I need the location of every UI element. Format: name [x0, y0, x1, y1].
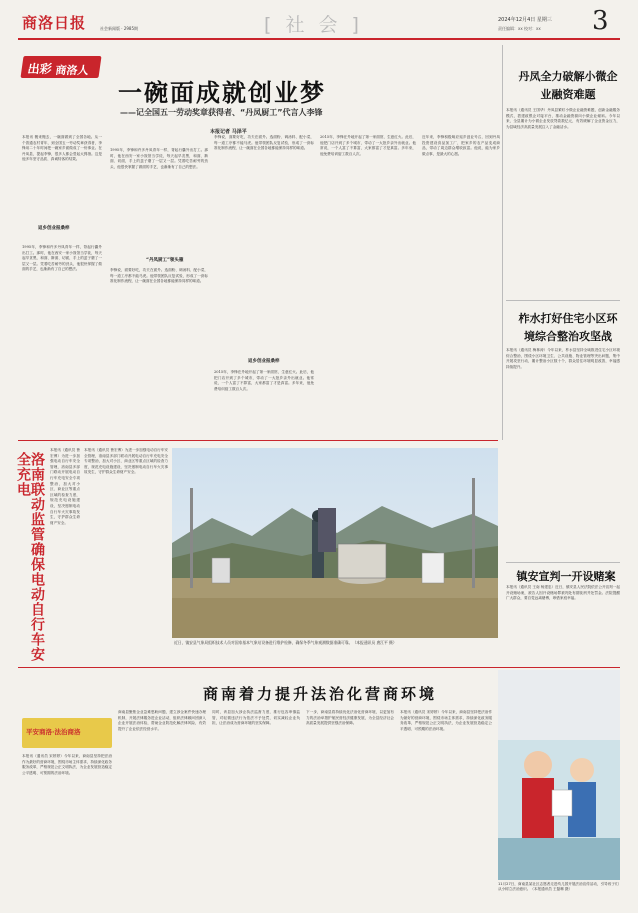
section-rule-bottom — [18, 667, 620, 668]
bottom-column-1: 本报讯（通讯员 宋婷婷）今年以来，商南县坚持把法治作为最好的营商环境，围绕市场主体需求，持续深化政务服务改革，严格规范公正文明执法，为企业发展营造稳定公平透明、可预期的法治环境。 — [22, 754, 112, 775]
lead-column-4: 2015年，李锋在外地开起了第一家面馆，生意红火。此后，他把门店开到了多个城市，带动了一大批乡亲外出就业。他常说，一个人富了不算富，大家都富了才是真富。多年来，他免费培训厨工数百人次。 — [320, 135, 416, 156]
right-story-2-headline: 柞水打好住宅小区环境综合整治攻坚战 — [518, 312, 618, 343]
column-divider — [502, 45, 503, 440]
bottom-column-3: 同时，该县加大涉企执法监督力度，推行包容审慎监管，对轻微违法行为依法不予处罚，切实减轻企业负担，让法治成为营商环境的坚实保障。 — [212, 710, 300, 726]
weather-station-photo — [172, 448, 498, 638]
weather-station-illustration — [172, 448, 498, 638]
right-divider-1 — [506, 300, 620, 301]
issue-date: 2024年12月4日 星期三 — [498, 17, 552, 23]
lead-headline: 一碗面成就创业梦 — [118, 79, 326, 107]
lead-column-3b: 2015年，李锋在外地开起了第一家面馆，生意红火。此后，他把门店开到了多个城市，带动了一大批乡亲外出就业。他常说，一个人富了不算富，大家都富了才是真富。多年来，他免费培训厨工数百人次。 — [214, 370, 314, 391]
photo-caption: 近日，镇安县气象局组织技术人员对国家基本气象站设备进行维护检修，确保冬季气象观测数据准确可靠。（本报通讯员 唐江平 摄） — [174, 640, 397, 645]
vertical-story-text-2: 本报讯（通讯员 鲁宏博）为进一步加强电动自行车安全管理，洛南县多部门联动开展电动自行车充电安全专项整治，加大对小区、商业区等重点区域的检查力度，规范充电设施建设，坚决遏制电动自行车火灾事故发生，守护群众生命财产安全。 — [84, 448, 168, 475]
masthead-logo: 商洛日报 — [22, 14, 87, 32]
lead-byline: 本报记者 马泽平 — [210, 129, 247, 135]
bottom-headline: 商南着力提升法治化营商环境 — [202, 685, 437, 703]
bottom-photo-caption: 11月27日，商南县某社区志愿者走进幼儿园开展法治宣传活动，引导孩子们从小树立法治意识。（本报通讯员 王磊琳 摄） — [498, 882, 619, 891]
lead-column-3: 李锋说，面要好吃，功夫在面外。选面粉、调汤料、配小菜，每一道工序都不能马虎。他带领团队反复试验，形成了一套标准化制作流程，让一碗面在全国各地都能保持同样的味道。 — [214, 135, 314, 151]
lead-column-2: 1995年，李锋和许多丹凤青年一样，背起行囊外出打工。那时，他在西安一家小饭馆当学徒，每天起早贪黑，和面、擀面、切面，手上的茧子磨了一层又一层。凭着吃苦耐劳的劲头，他很快掌握了做面的手艺，也渐渐有了自己的想法。 — [110, 148, 208, 169]
bottom-badge — [22, 718, 112, 748]
lead-column-5: 近年来，李锋积极响应返乡创业号召，回到丹凤投资建设食品加工厂，把家乡的农产品变成商品，带动了周边群众增收致富。他说，能为家乡做点事，是最大的心愿。 — [422, 135, 500, 156]
right-story-1-text: 本报讯（通讯员 王国华）丹凤县紧盯小微企业融资难题，创新金融服务模式，搭建政银企对接平台，推动金融资源向小微企业倾斜。今年以来，全县累计为小微企业发放贷款数亿元，有效缓解了企业资金压力，为县域经济高质量发展注入了金融活水。 — [506, 108, 620, 129]
lead-column-1: 本报讯 搬来搬去，一碗面做到了全国各地。从一个普通农村青年，到全国五一劳动奖章获得者，李锋用二十年时间把一碗家乡面做成了一份事业。在丹凤县，提起李锋，很多人都会竖起大拇指。这是他多年坚守品质、真诚待客的结果。 — [22, 135, 102, 162]
lead-column-2b: 李锋说，面要好吃，功夫在面外。选面粉、调汤料、配小菜，每一道工序都不能马虎。他带领团队反复试验，形成了一套标准化制作流程，让一碗面在全国各地都能保持同样的味道。 — [110, 268, 208, 284]
bottom-column-5: 本报讯（通讯员 宋婷婷）今年以来，商南县坚持把法治作为最好的营商环境，围绕市场主体需求，持续深化政务服务改革，严格规范公正文明执法，为企业发展营造稳定公平透明、可预期的法治环境。 — [400, 710, 492, 731]
right-story-1-headline: 丹凤全力破解小微企业融资难题 — [518, 70, 618, 101]
editor-line: 责任编辑：xx 校对：xx — [498, 26, 541, 31]
masthead-rule — [18, 38, 620, 40]
vertical-headline: 洛南联动监管确保电动自行车安全充电 — [15, 452, 45, 662]
right-story-3-headline: 镇安宣判一开设赌案 — [516, 570, 616, 583]
column-badge-main: 商洛人 — [54, 64, 90, 77]
section-name: [ 社 会 ] — [264, 14, 363, 36]
lead-subhead-1: “丹凤厨工”领头雁 — [146, 258, 184, 263]
right-story-2-text: 本报讯（通讯员 梅林涛）今年以来，柞水县坚持全域推进住宅小区环境综合整治，围绕小区环境卫生、公共设施、物业管理等突出问题，集中开展攻坚行动，累计整治小区数十个，群众居住环境明显改善，幸福感持续提升。 — [506, 348, 620, 369]
lead-subhead-2: 返乡创业报桑梓 — [248, 359, 280, 364]
publication-info: 社会新闻版 · 2985期 — [100, 26, 138, 31]
section-rule-mid — [18, 440, 498, 441]
right-divider-2 — [506, 562, 620, 563]
lead-column-1b: 1995年，李锋和许多丹凤青年一样，背起行囊外出打工。那时，他在西安一家小饭馆当学徒，每天起早贪黑，和面、擀面、切面，手上的茧子磨了一层又一层。凭着吃苦耐劳的劲头，他很快掌握了做面的手艺，也渐渐有了自己的想法。 — [22, 245, 102, 272]
column-badge — [20, 56, 101, 78]
lead-subhead: ——记全国五一劳动奖章获得者、“丹凤厨工”代言人李锋 — [120, 108, 323, 117]
vertical-story-text-1: 本报讯（通讯员 鲁宏博）为进一步加强电动自行车安全管理，洛南县多部门联动开展电动自行车充电安全专项整治，加大对小区、商业区等重点区域的检查力度，规范充电设施建设，坚决遏制电动自行车火灾事故发生，守护群众生命财产安全。 — [50, 448, 80, 525]
children-photo — [498, 670, 620, 880]
bottom-column-2: 商南县聚焦企业急难愁盼问题，建立涉企案件快速办理机制，开展法律服务进企业活动，组织法律顾问团深入企业开展法治体检，帮助企业防范化解法律风险，有效提升了企业依法经营水平。 — [118, 710, 206, 731]
column-badge-top: 出彩 — [26, 62, 53, 76]
page-number: 3 — [592, 6, 609, 36]
bottom-column-4: 下一步，商南县将持续优化法治化营商环境，以更加有力的法治举措护航民营经济健康发展，为全县经济社会高质量发展提供坚强法治保障。 — [306, 710, 394, 726]
lead-subhead-2-left: 返乡创业报桑梓 — [38, 226, 70, 231]
right-story-3-text: 本报讯（通讯员 王南 杨建忠）近日，镇安县人民法院依法公开宣判一起开设赌场案，被告人因开设赌场罪被判处有期徒刑并处罚金。法院提醒广大群众，要自觉远离赌博，珍惜家庭幸福。 — [506, 585, 620, 601]
bottom-badge-text: 平安商洛·法治商洛 — [26, 728, 81, 736]
children-illustration — [498, 670, 620, 880]
